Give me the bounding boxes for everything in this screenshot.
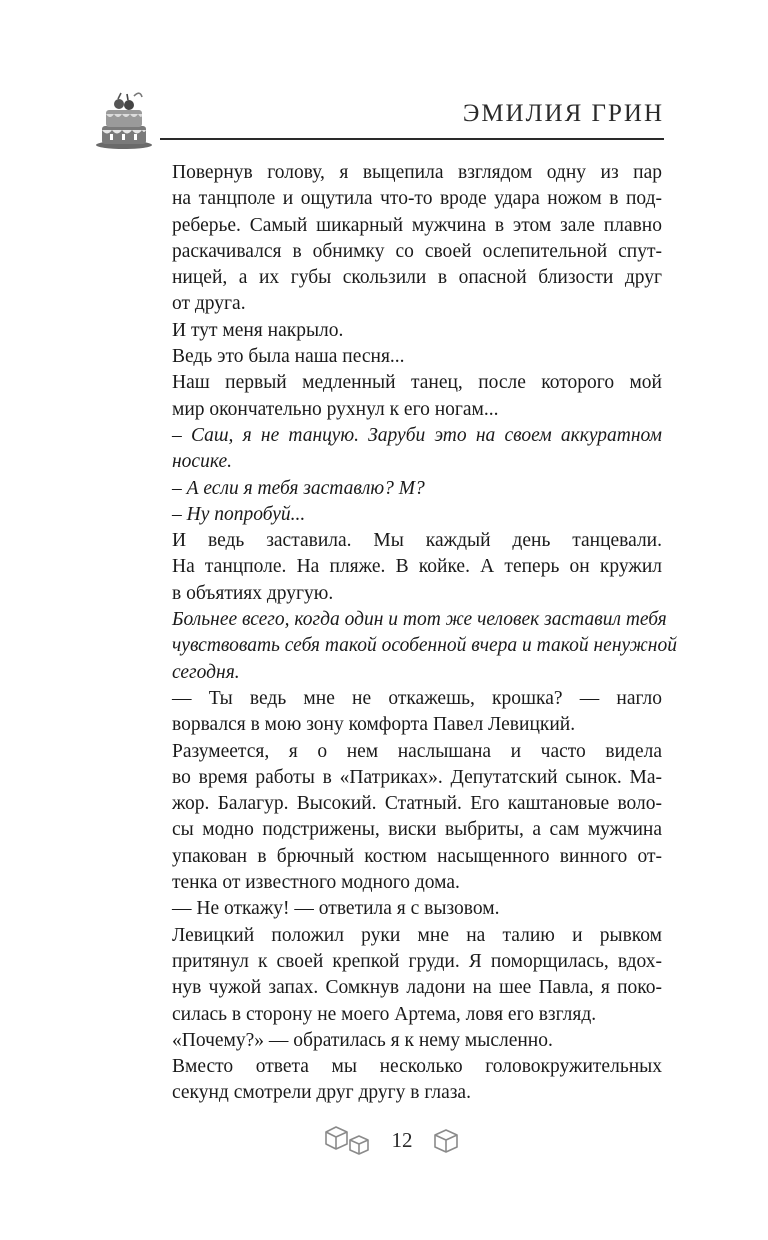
text-line: сы модно подстрижены, виски выбриты, а сам мужчина xyxy=(172,819,662,841)
text-line: тенка от известного модного дома. xyxy=(172,872,460,894)
text-line: Больнее всего, когда один и тот же человек заставил тебя xyxy=(172,609,667,631)
text-line: ворвался в мою зону комфорта Павел Левицкий. xyxy=(172,714,576,736)
page-number: 12 xyxy=(391,1128,413,1152)
text-line: Вместо ответа мы несколько головокружительных xyxy=(172,1056,662,1078)
text-line: Повернув голову, я выцепила взглядом одну из пар xyxy=(172,162,662,183)
text-line: силась в сторону не моего Артема, ловя его взгляд. xyxy=(172,1003,597,1025)
text-line: «Почему?» — обратилась я к нему мысленно. xyxy=(172,1029,553,1051)
text-line: – Саш, я не танцую. Заруби это на своем аккуратном xyxy=(172,424,662,446)
paragraph xyxy=(146,1054,662,1107)
text-line: нув чужой запах. Сомкнув ладони на шее Павла, я поко- xyxy=(172,977,662,999)
text-line: Разумеется, я о нем наслышана и часто видела xyxy=(172,740,662,762)
text-line: И ведь заставила. Мы каждый день танцевали. xyxy=(172,530,662,552)
text-line: на танцполе и ощутила что-то вроде удара ножом в под- xyxy=(172,188,662,210)
paragraph xyxy=(146,607,677,686)
paragraph xyxy=(146,476,662,502)
text-line: упакован в брючный костюм насыщенного винного от- xyxy=(172,845,662,867)
paragraph xyxy=(146,318,662,344)
header-divider xyxy=(160,138,664,140)
page-footer xyxy=(0,1122,768,1162)
text-line: притянул к своей крепкой груди. Я поморщилась, вдох- xyxy=(172,950,662,972)
text-line: — Ты ведь мне не откажешь, крошка? — нагло xyxy=(172,687,662,709)
paragraph xyxy=(146,686,662,739)
text-line: реберье. Самый шикарный мужчина в этом зале плавно xyxy=(172,214,662,236)
text-line: ницей, а их губы скользили в опасной близости друг xyxy=(172,267,662,289)
text-line: Наш первый медленный танец, после которого мой xyxy=(172,372,662,394)
text-line: сегодня. xyxy=(172,661,240,683)
cubes-icon xyxy=(322,1122,372,1156)
text-line: — Не откажу! — ответила я с вызовом. xyxy=(172,898,500,920)
text-line: На танцполе. На пляже. В койке. А теперь он кружил xyxy=(172,556,662,578)
paragraph xyxy=(146,423,662,476)
paragraph xyxy=(146,344,662,370)
text-line: во время работы в «Патриках». Депутатский сынок. Ма- xyxy=(172,766,662,788)
text-line: секунд смотрели друг другу в глаза. xyxy=(172,1082,471,1104)
cake-icon xyxy=(92,88,156,152)
text-line: в объятиях другую. xyxy=(172,582,334,604)
paragraph xyxy=(146,160,662,318)
text-line: – А если я тебя заставлю? М? xyxy=(172,477,425,499)
text-line: И тут меня накрыло. xyxy=(172,319,344,341)
text-line: Левицкий положил руки мне на талию и рывком xyxy=(172,924,662,946)
paragraph xyxy=(146,1028,662,1054)
body-text xyxy=(146,160,677,1107)
paragraph xyxy=(146,923,662,1028)
text-line: Ведь это была наша песня... xyxy=(172,346,405,368)
text-line: носике. xyxy=(172,451,232,473)
text-line: раскачивался в обнимку со своей ослепительной спут- xyxy=(172,240,662,262)
paragraph xyxy=(146,502,662,528)
cube-icon xyxy=(432,1126,460,1156)
author-name: ЭМИЛИЯ ГРИН xyxy=(462,100,664,127)
text-line: от друга. xyxy=(172,293,246,315)
text-line: чувствовать себя такой особенной вчера и такой ненужной xyxy=(172,635,677,657)
text-line: – Ну попробуй... xyxy=(172,503,306,525)
paragraph xyxy=(146,370,662,423)
text-line: жор. Балагур. Высокий. Статный. Его каштановые воло- xyxy=(172,793,662,815)
paragraph xyxy=(146,896,662,922)
paragraph xyxy=(146,739,662,897)
paragraph xyxy=(146,528,662,607)
text-line: мир окончательно рухнул к его ногам... xyxy=(172,398,499,420)
running-header xyxy=(0,0,768,160)
